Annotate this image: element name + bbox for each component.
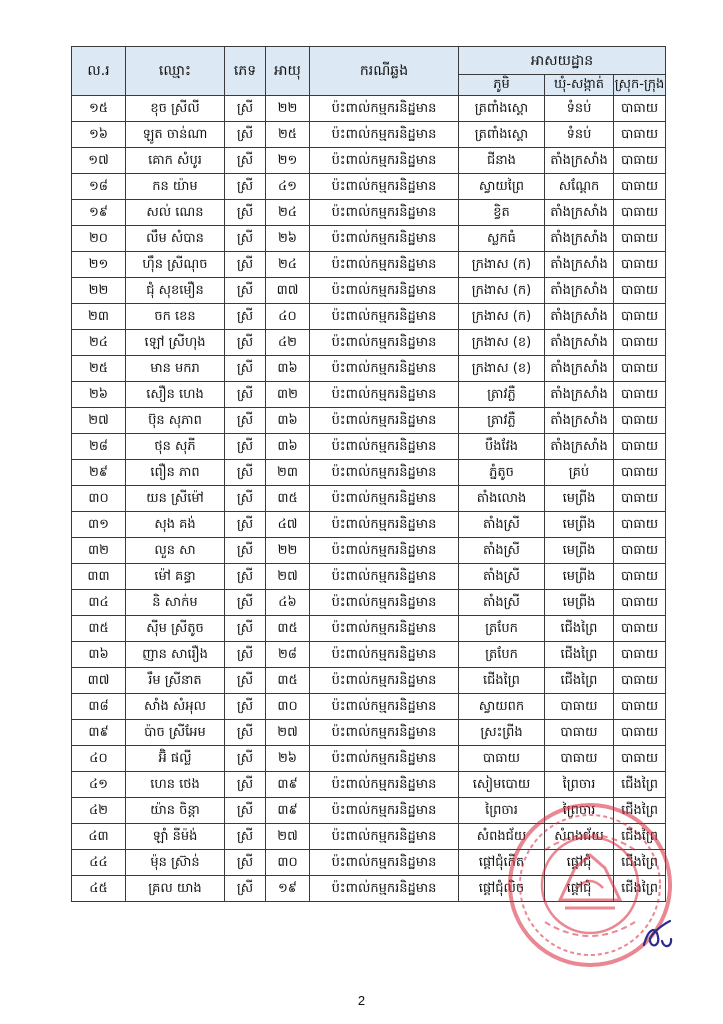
- cell-sex: ស្រី: [225, 876, 266, 902]
- cell-sex: ស្រី: [225, 798, 266, 824]
- table-row: [72, 876, 666, 902]
- cell-commune: មេព្រីង: [545, 564, 614, 590]
- cell-age: ៣៩: [266, 772, 310, 798]
- cell-village: ក្រងាស (ក): [459, 252, 545, 278]
- cell-district: បាធាយ: [614, 408, 666, 434]
- table-row: [72, 434, 666, 460]
- cell-name: ពឿន ភាព: [126, 460, 225, 486]
- cell-sex: ស្រី: [225, 850, 266, 876]
- table-row: [72, 408, 666, 434]
- cell-no: ៤៣: [72, 824, 126, 850]
- header-no: ល.រ: [72, 47, 126, 96]
- cell-commune: មេព្រីង: [545, 590, 614, 616]
- cell-case: ប៉ះពាល់កម្មករនិដ្ឋមាន: [310, 720, 459, 746]
- cell-age: ៤១: [266, 174, 310, 200]
- header-case: ករណីឆ្លង: [310, 47, 459, 96]
- table-row: [72, 772, 666, 798]
- table-row: [72, 200, 666, 226]
- cell-district: បាធាយ: [614, 122, 666, 148]
- cell-sex: ស្រី: [225, 200, 266, 226]
- cell-commune: ផ្តៅជុំ: [545, 850, 614, 876]
- cell-name: សាំង សំអុល: [126, 694, 225, 720]
- cell-district: បាធាយ: [614, 720, 666, 746]
- cell-commune: គ្រប់: [545, 460, 614, 486]
- cell-district: បាធាយ: [614, 200, 666, 226]
- cell-case: ប៉ះពាល់កម្មករនិដ្ឋមាន: [310, 356, 459, 382]
- cell-no: ៣៨: [72, 694, 126, 720]
- table-row: [72, 174, 666, 200]
- table-row: [72, 356, 666, 382]
- cell-age: ២៦: [266, 746, 310, 772]
- cell-commune: តាំងក្រសាំង: [545, 382, 614, 408]
- cell-age: ២៣: [266, 460, 310, 486]
- header-commune: ឃុំ-សង្កាត់: [545, 75, 614, 96]
- cell-commune: តាំងក្រសាំង: [545, 226, 614, 252]
- cell-sex: ស្រី: [225, 616, 266, 642]
- cell-no: ៣២: [72, 538, 126, 564]
- cell-commune: មេព្រីង: [545, 512, 614, 538]
- cell-name: សឿន ហេង: [126, 382, 225, 408]
- cell-village: តាំងស្រី: [459, 590, 545, 616]
- cell-no: ១៧: [72, 148, 126, 174]
- cell-age: ៣២: [266, 382, 310, 408]
- cell-district: បាធាយ: [614, 226, 666, 252]
- cell-village: ខ្វិត: [459, 200, 545, 226]
- table-row: [72, 720, 666, 746]
- cell-age: ៣៥: [266, 668, 310, 694]
- cell-no: ៣៧: [72, 668, 126, 694]
- cell-name: សុង គង់: [126, 512, 225, 538]
- cell-no: ៤៥: [72, 876, 126, 902]
- cell-no: ២៩: [72, 460, 126, 486]
- cell-age: ៣៦: [266, 434, 310, 460]
- table-row: [72, 642, 666, 668]
- cell-case: ប៉ះពាល់កម្មករនិដ្ឋមាន: [310, 226, 459, 252]
- table-row: [72, 382, 666, 408]
- cell-commune: បាធាយ: [545, 746, 614, 772]
- cell-village: តាំងស្រី: [459, 512, 545, 538]
- cell-village: ព្រៃចារ: [459, 798, 545, 824]
- cell-case: ប៉ះពាល់កម្មករនិដ្ឋមាន: [310, 486, 459, 512]
- cell-case: ប៉ះពាល់កម្មករនិដ្ឋមាន: [310, 850, 459, 876]
- cell-case: ប៉ះពាល់កម្មករនិដ្ឋមាន: [310, 694, 459, 720]
- cell-name: ជុំ សុខមឿន: [126, 278, 225, 304]
- cell-commune: តាំងក្រសាំង: [545, 304, 614, 330]
- cell-commune: សំពងជ័យ: [545, 824, 614, 850]
- cell-case: ប៉ះពាល់កម្មករនិដ្ឋមាន: [310, 746, 459, 772]
- cell-no: ២៤: [72, 330, 126, 356]
- cell-name: ហ៊ឹន ស្រីណុច: [126, 252, 225, 278]
- cell-no: ២០: [72, 226, 126, 252]
- cell-commune: ព្រៃចារ: [545, 798, 614, 824]
- cell-case: ប៉ះពាល់កម្មករនិដ្ឋមាន: [310, 616, 459, 642]
- cell-no: ៣៥: [72, 616, 126, 642]
- cell-district: បាធាយ: [614, 174, 666, 200]
- cell-case: ប៉ះពាល់កម្មករនិដ្ឋមាន: [310, 772, 459, 798]
- cell-sex: ស្រី: [225, 122, 266, 148]
- cell-village: តាំងស្រី: [459, 538, 545, 564]
- cell-name: ថុន សុភី: [126, 434, 225, 460]
- cell-sex: ស្រី: [225, 96, 266, 122]
- table-row: [72, 96, 666, 122]
- cell-sex: ស្រី: [225, 564, 266, 590]
- cell-commune: តាំងក្រសាំង: [545, 278, 614, 304]
- cell-no: ២១: [72, 252, 126, 278]
- table-row: [72, 304, 666, 330]
- cell-district: បាធាយ: [614, 590, 666, 616]
- cell-district: បាធាយ: [614, 278, 666, 304]
- cell-sex: ស្រី: [225, 460, 266, 486]
- cell-sex: ស្រី: [225, 668, 266, 694]
- cell-name: សល់ ណេន: [126, 200, 225, 226]
- cell-age: ២៧: [266, 564, 310, 590]
- cell-name: លួន សា: [126, 538, 225, 564]
- cell-commune: ទំនប់: [545, 96, 614, 122]
- cell-name: ចក ខេន: [126, 304, 225, 330]
- cell-village: ស្វាយព្រៃ: [459, 174, 545, 200]
- cell-district: បាធាយ: [614, 694, 666, 720]
- cell-case: ប៉ះពាល់កម្មករនិដ្ឋមាន: [310, 408, 459, 434]
- cell-district: ជើងព្រៃ: [614, 772, 666, 798]
- cell-no: ១៩: [72, 200, 126, 226]
- cell-no: ១៨: [72, 174, 126, 200]
- cell-sex: ស្រី: [225, 278, 266, 304]
- cell-district: ជើងព្រៃ: [614, 876, 666, 902]
- cell-sex: ស្រី: [225, 356, 266, 382]
- cell-name: ហេន ថេង: [126, 772, 225, 798]
- cell-case: ប៉ះពាល់កម្មករនិដ្ឋមាន: [310, 200, 459, 226]
- cell-case: ប៉ះពាល់កម្មករនិដ្ឋមាន: [310, 252, 459, 278]
- header-name: ឈ្មោះ: [126, 47, 225, 96]
- cell-district: ជើងព្រៃ: [614, 798, 666, 824]
- cell-commune: តាំងក្រសាំង: [545, 330, 614, 356]
- cell-district: បាធាយ: [614, 382, 666, 408]
- cell-no: ២៨: [72, 434, 126, 460]
- cell-no: ៣០: [72, 486, 126, 512]
- header-village: ភូមិ: [459, 75, 545, 96]
- cell-no: ៤៤: [72, 850, 126, 876]
- cell-name: គ្រល យាង: [126, 876, 225, 902]
- cell-no: ៤២: [72, 798, 126, 824]
- case-list-table: [71, 46, 666, 902]
- table-body: [72, 96, 666, 902]
- cell-sex: ស្រី: [225, 772, 266, 798]
- cell-village: ស្លកធំ: [459, 226, 545, 252]
- cell-case: ប៉ះពាល់កម្មករនិដ្ឋមាន: [310, 538, 459, 564]
- cell-no: ៤១: [72, 772, 126, 798]
- cell-commune: ជើងព្រៃ: [545, 642, 614, 668]
- cell-district: បាធាយ: [614, 538, 666, 564]
- cell-commune: ព្រៃចារ: [545, 772, 614, 798]
- table-row: [72, 824, 666, 850]
- cell-name: ម៉ៅ គន្ធា: [126, 564, 225, 590]
- cell-commune: មេព្រីង: [545, 538, 614, 564]
- cell-sex: ស្រី: [225, 148, 266, 174]
- cell-sex: ស្រី: [225, 512, 266, 538]
- cell-case: ប៉ះពាល់កម្មករនិដ្ឋមាន: [310, 824, 459, 850]
- cell-sex: ស្រី: [225, 824, 266, 850]
- cell-district: ជើងព្រៃ: [614, 850, 666, 876]
- cell-no: ៣៦: [72, 642, 126, 668]
- table-row: [72, 252, 666, 278]
- cell-name: យ៉ាន ចិន្តា: [126, 798, 225, 824]
- cell-age: ៣៥: [266, 616, 310, 642]
- cell-case: ប៉ះពាល់កម្មករនិដ្ឋមាន: [310, 564, 459, 590]
- cell-age: ២៦: [266, 226, 310, 252]
- table-row: [72, 538, 666, 564]
- cell-case: ប៉ះពាល់កម្មករនិដ្ឋមាន: [310, 278, 459, 304]
- cell-commune: តាំងក្រសាំង: [545, 148, 614, 174]
- cell-case: ប៉ះពាល់កម្មករនិដ្ឋមាន: [310, 304, 459, 330]
- cell-district: បាធាយ: [614, 486, 666, 512]
- cell-age: ៤០: [266, 304, 310, 330]
- cell-age: ៣៦: [266, 356, 310, 382]
- cell-sex: ស្រី: [225, 330, 266, 356]
- cell-no: ១៦: [72, 122, 126, 148]
- cell-name: ម៉ុន ស្រ៊ាន់: [126, 850, 225, 876]
- table-row: [72, 746, 666, 772]
- table-row: [72, 330, 666, 356]
- table-row: [72, 486, 666, 512]
- cell-village: ត្រពាំងស្គោ: [459, 122, 545, 148]
- cell-district: បាធាយ: [614, 434, 666, 460]
- cell-case: ប៉ះពាល់កម្មករនិដ្ឋមាន: [310, 642, 459, 668]
- table-row: [72, 668, 666, 694]
- cell-village: ត្រពាំងស្គោ: [459, 96, 545, 122]
- cell-no: ២៣: [72, 304, 126, 330]
- cell-commune: បាធាយ: [545, 720, 614, 746]
- cell-age: ២៥: [266, 122, 310, 148]
- cell-district: បាធាយ: [614, 330, 666, 356]
- cell-village: ត្រាវភ្លឺ: [459, 408, 545, 434]
- handwritten-signature-icon: [638, 915, 676, 955]
- cell-village: តាំងលោង: [459, 486, 545, 512]
- cell-village: ក្រងាស (ក): [459, 278, 545, 304]
- cell-case: ប៉ះពាល់កម្មករនិដ្ឋមាន: [310, 668, 459, 694]
- cell-age: ២៧: [266, 824, 310, 850]
- cell-district: បាធាយ: [614, 460, 666, 486]
- cell-age: ២៤: [266, 252, 310, 278]
- table-row: [72, 798, 666, 824]
- cell-age: ២៤: [266, 200, 310, 226]
- cell-sex: ស្រី: [225, 642, 266, 668]
- cell-village: ជីនាង: [459, 148, 545, 174]
- table-row: [72, 564, 666, 590]
- cell-sex: ស្រី: [225, 226, 266, 252]
- table-header: [72, 47, 666, 96]
- cell-district: ជើងព្រៃ: [614, 824, 666, 850]
- cell-commune: មេព្រីង: [545, 486, 614, 512]
- cell-name: អ៊ិ ផល្លី: [126, 746, 225, 772]
- table-row: [72, 122, 666, 148]
- table-row: [72, 460, 666, 486]
- cell-name: ឡូត ចាន់ណា: [126, 122, 225, 148]
- header-district: ស្រុក-ក្រុង: [614, 75, 666, 96]
- cell-case: ប៉ះពាល់កម្មករនិដ្ឋមាន: [310, 512, 459, 538]
- cell-district: បាធាយ: [614, 304, 666, 330]
- cell-age: ២១: [266, 148, 310, 174]
- cell-name: ប៉ាច ស្រីអែម: [126, 720, 225, 746]
- cell-commune: បាធាយ: [545, 694, 614, 720]
- cell-district: បាធាយ: [614, 668, 666, 694]
- cell-case: ប៉ះពាល់កម្មករនិដ្ឋមាន: [310, 590, 459, 616]
- cell-sex: ស្រី: [225, 746, 266, 772]
- cell-commune: ផ្តៅជុំ: [545, 876, 614, 902]
- cell-commune: តាំងក្រសាំង: [545, 408, 614, 434]
- cell-name: គោក សំបូរ: [126, 148, 225, 174]
- cell-commune: តាំងក្រសាំង: [545, 356, 614, 382]
- cell-sex: ស្រី: [225, 252, 266, 278]
- table-row: [72, 512, 666, 538]
- cell-no: ៤០: [72, 746, 126, 772]
- cell-no: ៣១: [72, 512, 126, 538]
- cell-case: ប៉ះពាល់កម្មករនិដ្ឋមាន: [310, 460, 459, 486]
- cell-name: ប៊ុន សុភាព: [126, 408, 225, 434]
- cell-name: មាន មករា: [126, 356, 225, 382]
- cell-name: លឹម សំបាន: [126, 226, 225, 252]
- cell-age: ២២: [266, 96, 310, 122]
- table-row: [72, 694, 666, 720]
- cell-case: ប៉ះពាល់កម្មករនិដ្ឋមាន: [310, 148, 459, 174]
- cell-age: ២៨: [266, 642, 310, 668]
- cell-name: យន ស្រីម៉ៅ: [126, 486, 225, 512]
- cell-no: ១៥: [72, 96, 126, 122]
- cell-case: ប៉ះពាល់កម្មករនិដ្ឋមាន: [310, 434, 459, 460]
- cell-sex: ស្រី: [225, 694, 266, 720]
- page-number: 2: [357, 993, 366, 1008]
- cell-village: ត្របែក: [459, 616, 545, 642]
- cell-village: សៀមបោយ: [459, 772, 545, 798]
- cell-village: ក្រងាស (ខ): [459, 356, 545, 382]
- cell-age: ៤៦: [266, 590, 310, 616]
- cell-village: ស្រះព្រីង: [459, 720, 545, 746]
- cell-no: ៣៤: [72, 590, 126, 616]
- cell-no: ៣៣: [72, 564, 126, 590]
- cell-no: ២៥: [72, 356, 126, 382]
- cell-village: សំពងជ័យ: [459, 824, 545, 850]
- cell-district: បាធាយ: [614, 746, 666, 772]
- cell-commune: ទំនប់: [545, 122, 614, 148]
- cell-name: កន យ៉ាម: [126, 174, 225, 200]
- table-row: [72, 850, 666, 876]
- cell-sex: ស្រី: [225, 382, 266, 408]
- cell-district: បាធាយ: [614, 96, 666, 122]
- table-row: [72, 148, 666, 174]
- cell-village: បឹងវែង: [459, 434, 545, 460]
- cell-age: ៣៥: [266, 486, 310, 512]
- cell-village: ស្វាយពក: [459, 694, 545, 720]
- cell-name: រឹម ស្រីនាត: [126, 668, 225, 694]
- cell-village: ផ្តៅជុំកើត: [459, 850, 545, 876]
- cell-commune: ជើងព្រៃ: [545, 616, 614, 642]
- cell-district: បាធាយ: [614, 512, 666, 538]
- cell-case: ប៉ះពាល់កម្មករនិដ្ឋមាន: [310, 798, 459, 824]
- cell-sex: ស្រី: [225, 720, 266, 746]
- cell-sex: ស្រី: [225, 434, 266, 460]
- cell-village: បាធាយ: [459, 746, 545, 772]
- cell-village: ភ្នំតូច: [459, 460, 545, 486]
- cell-commune: សណ្តែក: [545, 174, 614, 200]
- cell-village: ជើងព្រៃ: [459, 668, 545, 694]
- cell-age: ២៧: [266, 720, 310, 746]
- cell-name: ស៊ីម ស្រីតូច: [126, 616, 225, 642]
- cell-name: និ សាក់ម: [126, 590, 225, 616]
- cell-district: បាធាយ: [614, 564, 666, 590]
- table-row: [72, 226, 666, 252]
- cell-sex: ស្រី: [225, 538, 266, 564]
- cell-village: តាំងស្រី: [459, 564, 545, 590]
- cell-age: ៣០: [266, 694, 310, 720]
- cell-district: បាធាយ: [614, 356, 666, 382]
- cell-case: ប៉ះពាល់កម្មករនិដ្ឋមាន: [310, 382, 459, 408]
- cell-sex: ស្រី: [225, 486, 266, 512]
- cell-village: ត្រាវភ្លឺ: [459, 382, 545, 408]
- cell-age: ៤៧: [266, 512, 310, 538]
- header-sex: ភេទ: [225, 47, 266, 96]
- cell-village: ត្របែក: [459, 642, 545, 668]
- table-row: [72, 616, 666, 642]
- cell-case: ប៉ះពាល់កម្មករនិដ្ឋមាន: [310, 122, 459, 148]
- cell-commune: ជើងព្រៃ: [545, 668, 614, 694]
- cell-name: ខុច ស្រីលី: [126, 96, 225, 122]
- cell-age: ៣៦: [266, 408, 310, 434]
- cell-age: ១៩: [266, 876, 310, 902]
- cell-case: ប៉ះពាល់កម្មករនិដ្ឋមាន: [310, 876, 459, 902]
- cell-age: ៤២: [266, 330, 310, 356]
- cell-district: បាធាយ: [614, 148, 666, 174]
- cell-village: ផ្តៅជុំលិច: [459, 876, 545, 902]
- cell-name: ឡៅ ស្រីហុង: [126, 330, 225, 356]
- cell-age: ៣៧: [266, 278, 310, 304]
- header-residence: អាសយដ្ឋាន: [459, 47, 666, 75]
- cell-sex: ស្រី: [225, 590, 266, 616]
- cell-sex: ស្រី: [225, 408, 266, 434]
- cell-no: ២៦: [72, 382, 126, 408]
- header-age: អាយុ: [266, 47, 310, 96]
- cell-case: ប៉ះពាល់កម្មករនិដ្ឋមាន: [310, 96, 459, 122]
- cell-district: បាធាយ: [614, 642, 666, 668]
- cell-age: ២២: [266, 538, 310, 564]
- cell-no: ២៧: [72, 408, 126, 434]
- cell-district: បាធាយ: [614, 616, 666, 642]
- cell-case: ប៉ះពាល់កម្មករនិដ្ឋមាន: [310, 330, 459, 356]
- cell-commune: តាំងក្រសាំង: [545, 434, 614, 460]
- cell-sex: ស្រី: [225, 174, 266, 200]
- cell-age: ៣០: [266, 850, 310, 876]
- cell-no: ៣៩: [72, 720, 126, 746]
- cell-commune: តាំងក្រសាំង: [545, 200, 614, 226]
- table-row: [72, 278, 666, 304]
- cell-no: ២២: [72, 278, 126, 304]
- cell-district: បាធាយ: [614, 252, 666, 278]
- cell-name: ឡាំ នីម៉ង់: [126, 824, 225, 850]
- cell-age: ៣៩: [266, 798, 310, 824]
- cell-commune: តាំងក្រសាំង: [545, 252, 614, 278]
- table-row: [72, 590, 666, 616]
- cell-village: ក្រងាស (ក): [459, 304, 545, 330]
- cell-village: ក្រងាស (ខ): [459, 330, 545, 356]
- cell-sex: ស្រី: [225, 304, 266, 330]
- cell-name: ញាន សារឿង: [126, 642, 225, 668]
- cell-case: ប៉ះពាល់កម្មករនិដ្ឋមាន: [310, 174, 459, 200]
